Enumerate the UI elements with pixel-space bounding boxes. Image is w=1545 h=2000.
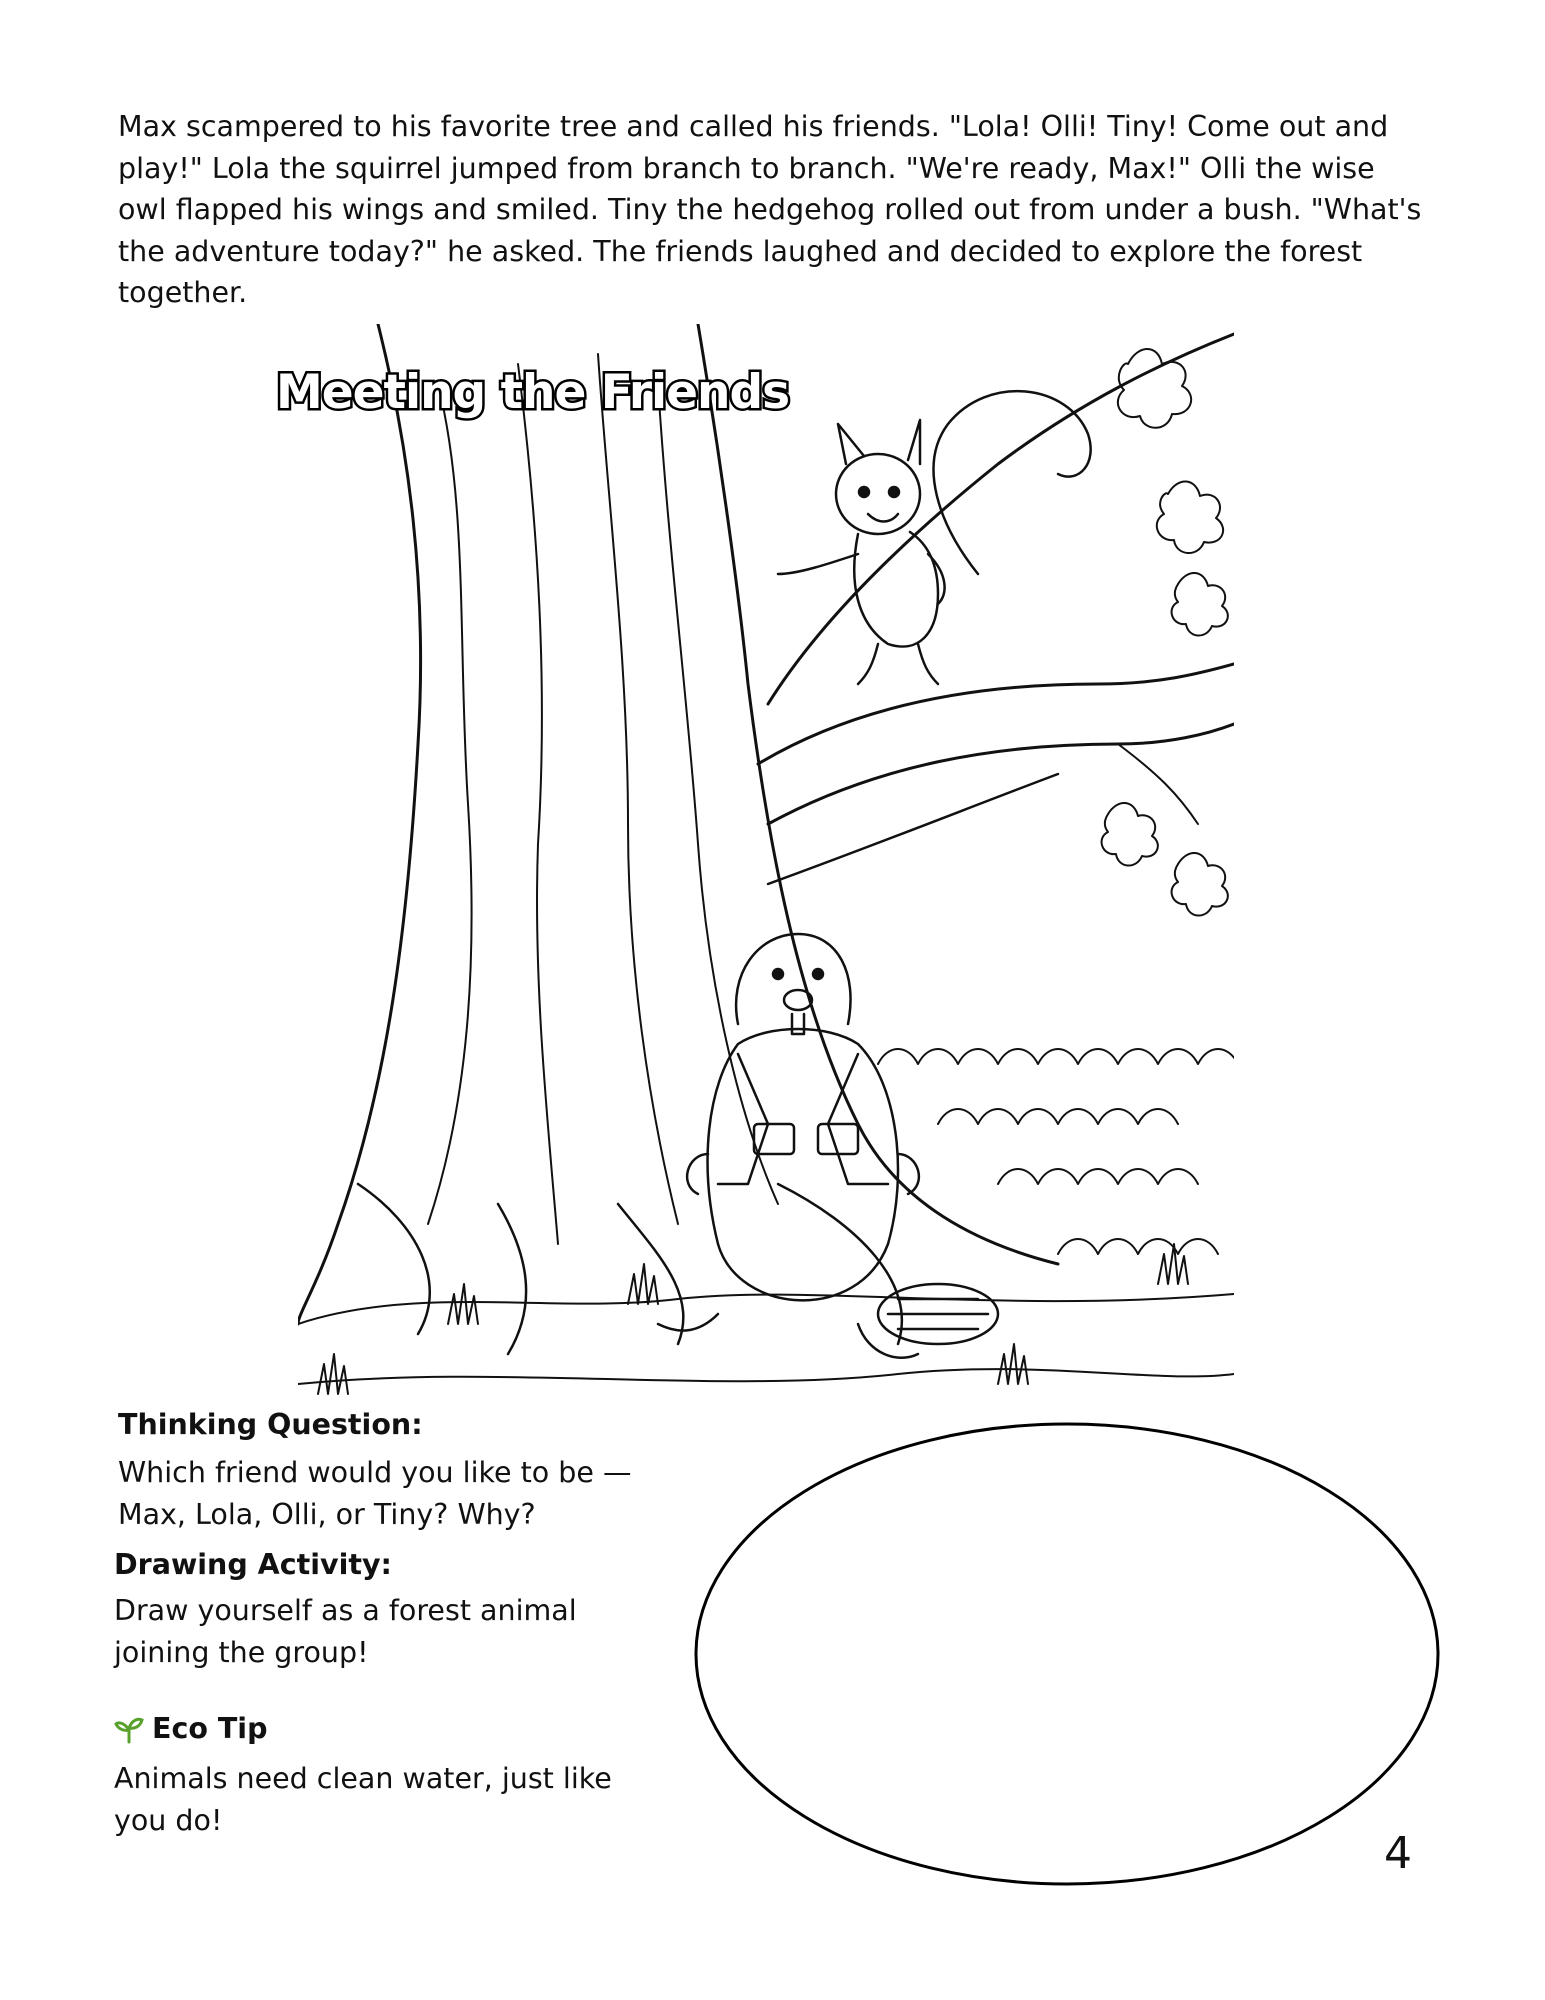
sprout-icon xyxy=(114,1714,144,1744)
eco-tip-label: Eco Tip xyxy=(152,1712,268,1745)
drawing-oval[interactable] xyxy=(692,1420,1442,1888)
squirrel-drawing xyxy=(778,391,1091,684)
story-text: Max scampered to his favorite tree and called his friends. "Lola! Olli! Tiny! Come out and play!" Lola the squirrel jumped from branch to branch. "We're ready, Max!" Olli the wise owl flapped his wings and smiled. Tiny the hedgehog rolled out from under a bush. "What's the adventure today?" he asked. The friends laughed and decided to explore the forest together. xyxy=(118,110,1422,309)
page-number: 4 xyxy=(1384,1828,1412,1879)
oak-leaves xyxy=(1102,349,1228,916)
illustration-title: Meeting the Friends xyxy=(276,365,790,420)
bushes xyxy=(878,1049,1234,1254)
tree-branch xyxy=(768,334,1234,704)
tree-trunk xyxy=(298,324,421,1324)
drawing-activity-heading: Drawing Activity: xyxy=(114,1548,392,1581)
coloring-illustration xyxy=(298,324,1234,1402)
eco-tip-text: Animals need clean water, just like you do! xyxy=(114,1762,612,1837)
thinking-question-heading: Thinking Question: xyxy=(118,1408,423,1441)
beaver-drawing xyxy=(658,934,998,1358)
drawing-activity-text: Draw yourself as a forest animal joining the group! xyxy=(114,1594,577,1669)
thinking-question-text: Which friend would you like to be — Max, Lola, Olli, or Tiny? Why? xyxy=(118,1456,632,1531)
eco-tip-heading xyxy=(114,1712,267,1745)
